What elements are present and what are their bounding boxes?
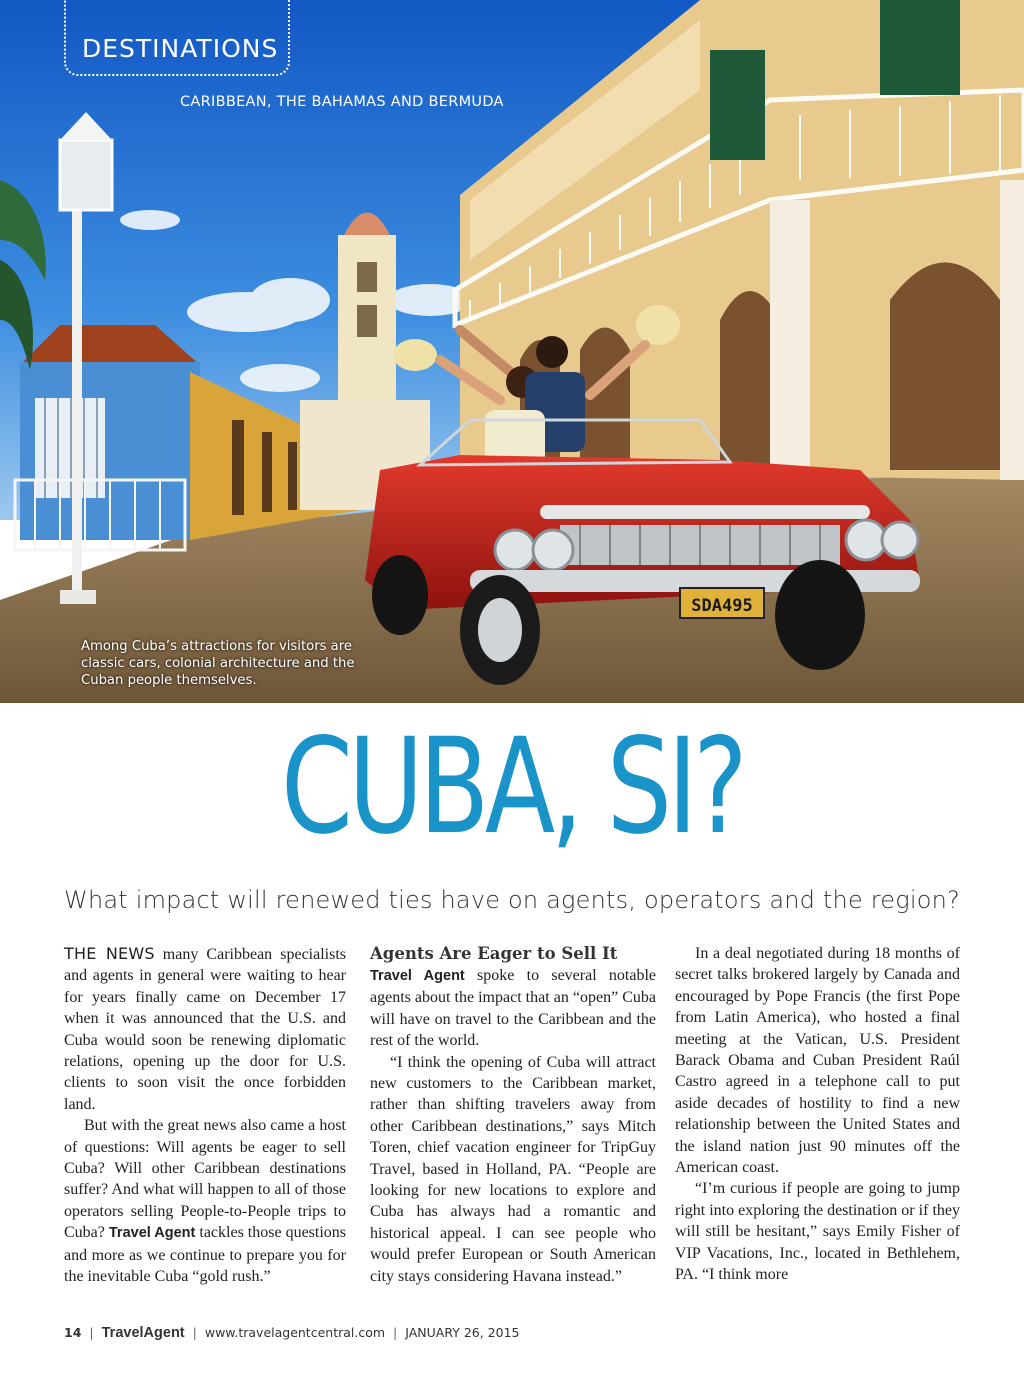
- page-number: 14: [64, 1325, 82, 1340]
- paragraph: [64, 943, 346, 1115]
- license-plate: SDA495: [691, 596, 753, 616]
- footer-url[interactable]: www.travelagentcentral.com: [204, 1325, 386, 1340]
- section-tag: [64, 0, 290, 76]
- brand-name: Travel Agent: [370, 968, 465, 984]
- headline: CUBA, SI?: [280, 710, 744, 864]
- paragraph: “I think the opening of Cuba will attract new customers to the Caribbean market, rather than shifting travelers away from other Caribbean destinations,” says Mitch Toren, chief vacation engineer for TripGuy Travel, based in Holland, PA. “People are looking for new locations to explore and Cuba has always had a romantic and historical appeal. I can see people who would prefer European or South American city stays considering Havana instead.”: [370, 1053, 656, 1285]
- region-label: CARIBBEAN, THE BAHAMAS AND BERMUDA: [180, 94, 504, 110]
- paragraph: [64, 1115, 346, 1287]
- column-2: [370, 943, 656, 1287]
- page-footer: 14 | TravelAgent | www.travelagentcentral.com | JANUARY 26, 2015: [64, 1325, 520, 1341]
- paragraph: “I’m curious if people are going to jump right into exploring the destination or if they will still be hesitant,” says Emily Fisher of VIP Vacations, Inc., located in Bethlehem, PA. “I think more: [675, 1180, 960, 1284]
- paragraph-text: tackles those questions and more as we continue to prepare you for the inevitable Cuba “gold rush.”: [64, 1224, 347, 1286]
- brand-name: Travel Agent: [108, 1225, 196, 1242]
- column-1: [64, 943, 346, 1288]
- footer-date: JANUARY 26, 2015: [405, 1325, 520, 1340]
- paragraph-text: spoke to several notable agents about the impact that an “open” Cuba will have on travel to the Caribbean and the rest of the world.: [370, 967, 656, 1050]
- section-label: DESTINATIONS: [82, 34, 279, 63]
- column-3: [675, 943, 960, 1286]
- subheadline: What impact will renewed ties have on agents, operators and the region?: [64, 886, 960, 914]
- photo-caption: Among Cuba’s attractions for visitors are classic cars, colonial architecture and the Cuban people themselves.: [81, 639, 355, 688]
- section-heading: Agents Are Eager to Sell It: [370, 944, 618, 963]
- footer-brand: TravelAgent: [101, 1325, 185, 1341]
- paragraph-text: But with the great news also came a host of questions: Will agents be eager to sell Cuba? Will other Caribbean destinations suffer? And what will happen to all of those operators selling People-to-People trips to Cuba?: [64, 1117, 346, 1242]
- paragraph-text: many Caribbean specialists and agents in general were waiting to hear for years finally came on December 17 when it was announced that the U.S. and Cuba would soon be renewing diplomatic relations, opening up the door for U.S. clients to soon visit the once forbidden land.: [64, 946, 347, 1113]
- paragraph: [370, 965, 656, 1052]
- lead-in: THE NEWS: [64, 944, 155, 963]
- paragraph: In a deal negotiated during 18 months of secret talks brokered largely by Canada and encouraged by Pope Francis (the first Pope from Latin America), who hosted a final meeting at the Vatican, U.S. President Barack Obama and Cuban President Raúl Castro agreed in a telephone call to put aside decades of hostility to find a new relationship between the United States and the island nation just 90 minutes off the American coast.: [675, 945, 960, 1177]
